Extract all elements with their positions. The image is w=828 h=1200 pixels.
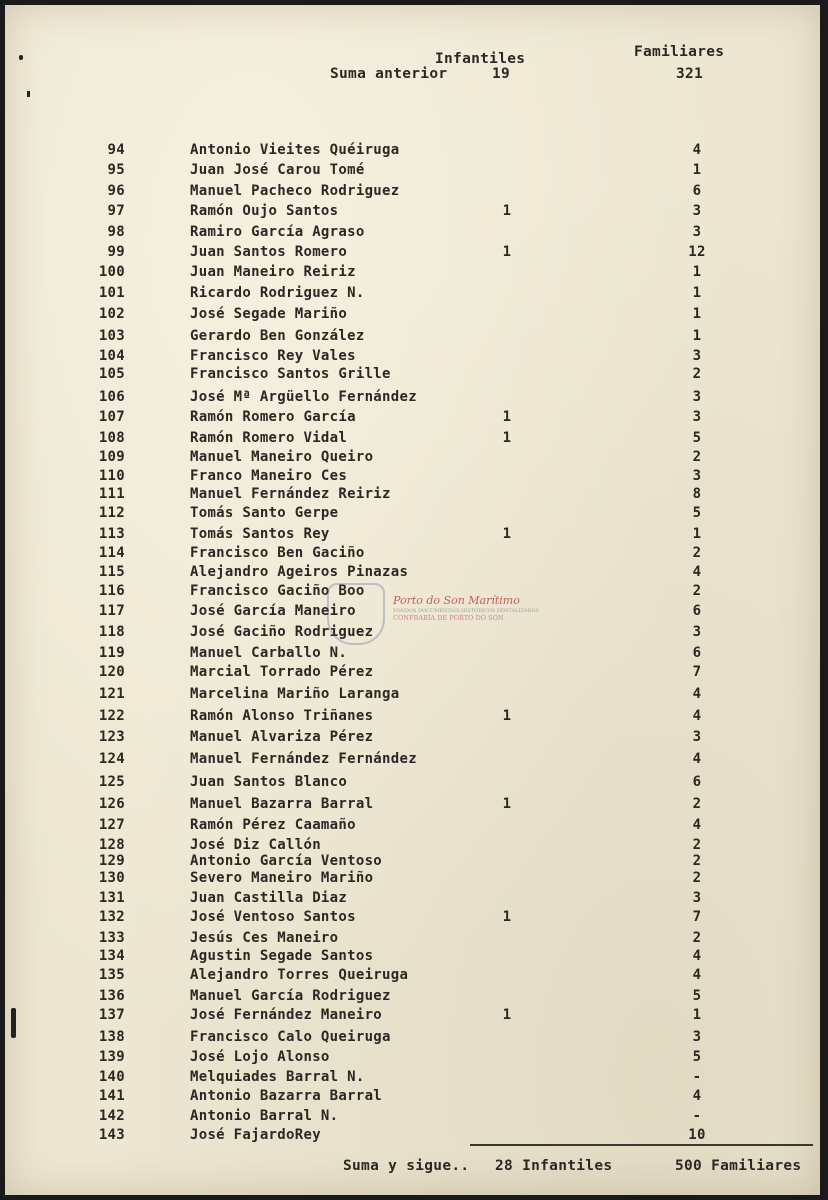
row-familiares: 1 xyxy=(692,264,702,280)
row-familiares: 3 xyxy=(692,729,702,745)
row-name: Tomás Santo Gerpe xyxy=(190,505,339,521)
row-number: 136 xyxy=(98,988,125,1004)
table-row xyxy=(5,203,820,223)
row-name: Francisco Santos Grille xyxy=(190,366,391,382)
row-number: 132 xyxy=(98,909,125,925)
row-name: Juan Castilla Diaz xyxy=(190,890,348,906)
row-familiares: 2 xyxy=(692,449,702,465)
row-name: Tomás Santos Rey xyxy=(190,526,330,542)
row-number: 124 xyxy=(98,751,125,767)
total-rule xyxy=(470,1144,813,1146)
row-familiares: - xyxy=(692,1108,702,1124)
row-familiares: 3 xyxy=(692,624,702,640)
row-familiares: 6 xyxy=(692,183,702,199)
row-name: Agustin Segade Santos xyxy=(190,948,374,964)
row-number: 119 xyxy=(98,645,125,661)
table-row xyxy=(5,909,820,929)
row-familiares: 4 xyxy=(692,142,702,158)
table-row xyxy=(5,1069,820,1089)
table-row xyxy=(5,686,820,706)
row-name: Manuel García Rodriguez xyxy=(190,988,391,1004)
row-infantiles: 1 xyxy=(502,909,512,925)
row-number: 123 xyxy=(98,729,125,745)
table-row xyxy=(5,389,820,409)
row-familiares: 7 xyxy=(692,664,702,680)
table-row xyxy=(5,1007,820,1027)
table-row xyxy=(5,774,820,794)
row-familiares: 2 xyxy=(692,583,702,599)
row-number: 135 xyxy=(98,967,125,983)
table-row xyxy=(5,1049,820,1069)
row-number: 121 xyxy=(98,686,125,702)
table-row xyxy=(5,796,820,816)
row-familiares: 3 xyxy=(692,468,702,484)
row-name: Jesús Ces Maneiro xyxy=(190,930,339,946)
row-number: 128 xyxy=(98,837,125,853)
previous-sum-infantiles: 19 xyxy=(492,66,511,82)
row-name: Alejandro Ageiros Pinazas xyxy=(190,564,409,580)
table-row xyxy=(5,348,820,368)
row-number: 101 xyxy=(98,285,125,301)
footer-infantiles-total: 28 Infantiles xyxy=(495,1158,613,1174)
row-infantiles: 1 xyxy=(502,430,512,446)
row-number: 117 xyxy=(98,603,125,619)
row-familiares: 10 xyxy=(688,1127,706,1143)
row-number: 116 xyxy=(98,583,125,599)
table-row xyxy=(5,306,820,326)
watermark-org: CONFRARÍA DE PORTO DO SON xyxy=(393,614,504,622)
row-familiares: 7 xyxy=(692,909,702,925)
row-familiares: 2 xyxy=(692,930,702,946)
row-familiares: 1 xyxy=(692,306,702,322)
table-row xyxy=(5,664,820,684)
table-row xyxy=(5,645,820,665)
row-familiares: 4 xyxy=(692,564,702,580)
table-row xyxy=(5,366,820,386)
row-name: Ricardo Rodriguez N. xyxy=(190,285,365,301)
row-name: Francisco Calo Queiruga xyxy=(190,1029,391,1045)
row-name: Alejandro Torres Queiruga xyxy=(190,967,409,983)
column-header-infantiles: Infantiles xyxy=(435,51,526,67)
document-page xyxy=(5,5,820,1195)
table-row xyxy=(5,988,820,1008)
row-number: 127 xyxy=(98,817,125,833)
row-name: Ramiro García Agraso xyxy=(190,224,365,240)
row-number: 143 xyxy=(98,1127,125,1143)
row-name: José FajardoRey xyxy=(190,1127,321,1143)
row-familiares: 4 xyxy=(692,686,702,702)
table-row xyxy=(5,948,820,968)
row-name: José García Maneiro xyxy=(190,603,356,619)
table-row xyxy=(5,409,820,429)
table-row xyxy=(5,751,820,771)
row-familiares: 8 xyxy=(692,486,702,502)
row-familiares: 5 xyxy=(692,505,702,521)
row-number: 94 xyxy=(107,142,125,158)
row-number: 125 xyxy=(98,774,125,790)
table-row xyxy=(5,545,820,565)
table-row xyxy=(5,890,820,910)
row-infantiles: 1 xyxy=(502,796,512,812)
table-row xyxy=(5,264,820,284)
row-number: 108 xyxy=(98,430,125,446)
row-name: José Diz Callón xyxy=(190,837,321,853)
table-row xyxy=(5,505,820,525)
row-familiares: 2 xyxy=(692,837,702,853)
row-number: 122 xyxy=(98,708,125,724)
row-number: 106 xyxy=(98,389,125,405)
row-name: Melquiades Barral N. xyxy=(190,1069,365,1085)
row-number: 107 xyxy=(98,409,125,425)
row-name: José Gaciño Rodriguez xyxy=(190,624,374,640)
row-name: José Lojo Alonso xyxy=(190,1049,330,1065)
row-number: 120 xyxy=(98,664,125,680)
table-row xyxy=(5,1029,820,1049)
table-row xyxy=(5,328,820,348)
table-row xyxy=(5,486,820,506)
row-number: 100 xyxy=(98,264,125,280)
table-row xyxy=(5,430,820,450)
archive-seal-stamp xyxy=(327,583,385,645)
row-familiares: 4 xyxy=(692,967,702,983)
table-row xyxy=(5,285,820,305)
row-number: 97 xyxy=(107,203,125,219)
row-infantiles: 1 xyxy=(502,708,512,724)
row-number: 112 xyxy=(98,505,125,521)
row-name: Ramón Oujo Santos xyxy=(190,203,339,219)
row-name: Gerardo Ben González xyxy=(190,328,365,344)
row-familiares: 3 xyxy=(692,224,702,240)
margin-ink-mark xyxy=(27,91,30,97)
row-number: 137 xyxy=(98,1007,125,1023)
row-name: Francisco Gaciño Boo xyxy=(190,583,365,599)
row-number: 111 xyxy=(98,486,125,502)
row-number: 139 xyxy=(98,1049,125,1065)
row-familiares: 1 xyxy=(692,526,702,542)
row-familiares: 1 xyxy=(692,285,702,301)
row-infantiles: 1 xyxy=(502,409,512,425)
row-name: Manuel Bazarra Barral xyxy=(190,796,374,812)
row-number: 95 xyxy=(107,162,125,178)
row-number: 104 xyxy=(98,348,125,364)
table-row xyxy=(5,468,820,488)
row-familiares: 1 xyxy=(692,1007,702,1023)
row-familiares: 3 xyxy=(692,348,702,364)
table-row xyxy=(5,1108,820,1128)
row-number: 142 xyxy=(98,1108,125,1124)
row-number: 113 xyxy=(98,526,125,542)
row-number: 126 xyxy=(98,796,125,812)
previous-sum-label: Suma anterior xyxy=(330,66,448,82)
row-number: 134 xyxy=(98,948,125,964)
row-infantiles: 1 xyxy=(502,526,512,542)
row-name: Manuel Pacheco Rodriguez xyxy=(190,183,400,199)
table-row xyxy=(5,729,820,749)
row-familiares: 2 xyxy=(692,545,702,561)
row-name: Juan José Carou Tomé xyxy=(190,162,365,178)
row-number: 131 xyxy=(98,890,125,906)
row-number: 96 xyxy=(107,183,125,199)
column-header-familiares: Familiares xyxy=(634,44,725,60)
table-row xyxy=(5,708,820,728)
table-row xyxy=(5,142,820,162)
row-number: 98 xyxy=(107,224,125,240)
row-familiares: 6 xyxy=(692,603,702,619)
row-name: José Fernández Maneiro xyxy=(190,1007,383,1023)
row-familiares: 3 xyxy=(692,1029,702,1045)
row-familiares: 4 xyxy=(692,1088,702,1104)
row-number: 115 xyxy=(98,564,125,580)
row-number: 129 xyxy=(98,853,125,869)
footer-familiares-total: 500 Familiares xyxy=(675,1158,802,1174)
row-number: 103 xyxy=(98,328,125,344)
row-familiares: 5 xyxy=(692,1049,702,1065)
row-familiares: 5 xyxy=(692,988,702,1004)
row-familiares: 2 xyxy=(692,796,702,812)
row-number: 140 xyxy=(98,1069,125,1085)
row-name: Marcial Torrado Pérez xyxy=(190,664,374,680)
row-number: 105 xyxy=(98,366,125,382)
row-number: 102 xyxy=(98,306,125,322)
row-familiares: 5 xyxy=(692,430,702,446)
row-familiares: - xyxy=(692,1069,702,1085)
table-row xyxy=(5,967,820,987)
row-name: Francisco Rey Vales xyxy=(190,348,356,364)
table-row xyxy=(5,624,820,644)
row-name: Marcelina Mariño Laranga xyxy=(190,686,400,702)
row-number: 138 xyxy=(98,1029,125,1045)
row-familiares: 4 xyxy=(692,817,702,833)
row-number: 133 xyxy=(98,930,125,946)
row-name: Ramón Pérez Caamaño xyxy=(190,817,356,833)
table-row xyxy=(5,564,820,584)
row-number: 99 xyxy=(107,244,125,260)
row-name: Antonio Barral N. xyxy=(190,1108,339,1124)
archive-watermark xyxy=(393,594,539,622)
watermark-subtitle: FONDOS DOCUMENTAIS HISTÓRICOS DIXITALIZADOS xyxy=(393,608,539,614)
row-name: Juan Maneiro Reiriz xyxy=(190,264,356,280)
row-familiares: 12 xyxy=(688,244,706,260)
row-familiares: 1 xyxy=(692,328,702,344)
table-row xyxy=(5,183,820,203)
table-row xyxy=(5,817,820,837)
footer-sum-label: Suma y sigue.. xyxy=(343,1158,470,1174)
row-infantiles: 1 xyxy=(502,244,512,260)
row-number: 130 xyxy=(98,870,125,886)
row-name: Juan Santos Blanco xyxy=(190,774,348,790)
row-familiares: 6 xyxy=(692,645,702,661)
margin-ink-mark xyxy=(19,55,23,60)
row-familiares: 4 xyxy=(692,708,702,724)
table-row xyxy=(5,1088,820,1108)
row-familiares: 2 xyxy=(692,870,702,886)
table-row xyxy=(5,449,820,469)
row-name: Francisco Ben Gaciño xyxy=(190,545,365,561)
row-familiares: 2 xyxy=(692,853,702,869)
row-familiares: 4 xyxy=(692,948,702,964)
table-row xyxy=(5,526,820,546)
row-familiares: 3 xyxy=(692,890,702,906)
table-row xyxy=(5,162,820,182)
row-name: Manuel Fernández Fernández xyxy=(190,751,417,767)
row-name: Ramón Romero Vidal xyxy=(190,430,348,446)
row-name: Ramón Alonso Triñanes xyxy=(190,708,374,724)
row-name: Manuel Fernández Reiriz xyxy=(190,486,391,502)
row-name: Manuel Carballo N. xyxy=(190,645,348,661)
row-name: Severo Maneiro Mariño xyxy=(190,870,374,886)
row-number: 141 xyxy=(98,1088,125,1104)
row-name: José Mª Argüello Fernández xyxy=(190,389,417,405)
row-name: Antonio Bazarra Barral xyxy=(190,1088,383,1104)
row-familiares: 6 xyxy=(692,774,702,790)
table-row xyxy=(5,930,820,950)
previous-sum-familiares: 321 xyxy=(676,66,704,82)
row-name: Franco Maneiro Ces xyxy=(190,468,348,484)
watermark-title: Porto do Son Marítimo xyxy=(393,594,520,607)
row-number: 118 xyxy=(98,624,125,640)
row-familiares: 4 xyxy=(692,751,702,767)
row-number: 110 xyxy=(98,468,125,484)
row-name: José Segade Mariño xyxy=(190,306,348,322)
row-name: Ramón Romero García xyxy=(190,409,356,425)
margin-ink-mark xyxy=(11,1008,16,1038)
row-familiares: 1 xyxy=(692,162,702,178)
row-familiares: 2 xyxy=(692,366,702,382)
table-row xyxy=(5,224,820,244)
row-name: Manuel Alvariza Pérez xyxy=(190,729,374,745)
row-name: José Ventoso Santos xyxy=(190,909,356,925)
table-row xyxy=(5,870,820,890)
row-number: 109 xyxy=(98,449,125,465)
row-infantiles: 1 xyxy=(502,203,512,219)
row-familiares: 3 xyxy=(692,389,702,405)
row-name: Juan Santos Romero xyxy=(190,244,348,260)
row-number: 114 xyxy=(98,545,125,561)
row-familiares: 3 xyxy=(692,409,702,425)
table-row xyxy=(5,244,820,264)
row-name: Antonio García Ventoso xyxy=(190,853,383,869)
row-familiares: 3 xyxy=(692,203,702,219)
row-name: Manuel Maneiro Queiro xyxy=(190,449,374,465)
row-infantiles: 1 xyxy=(502,1007,512,1023)
row-name: Antonio Vieites Quéiruga xyxy=(190,142,400,158)
